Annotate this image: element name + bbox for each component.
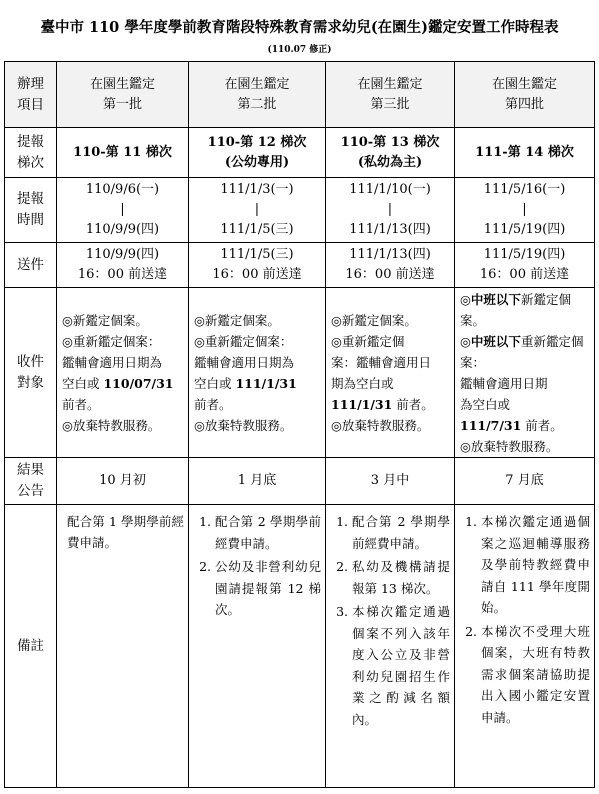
result-cell-3: 3 月中 <box>326 458 455 505</box>
remark-cell-4 <box>455 505 595 788</box>
row-label-target: 收件 對象 <box>5 288 57 458</box>
target-cell-4: ◎中班以下新鑑定個案。 ◎中班以下重新鑑定個案： 鑑輔會適用日期 為空白或 111/7/31 前者。 ◎放棄特教服務。 <box>455 288 595 458</box>
row-label-report: 提報 梯次 <box>5 128 57 178</box>
row-label-result: 結果 公告 <box>5 458 57 505</box>
result-cell-4: 7 月底 <box>455 458 595 505</box>
header-row <box>5 62 595 128</box>
time-cell-3: 111/1/10(一) | 111/1/13(四) <box>326 178 455 243</box>
revision-date: (110.07 修正) <box>267 45 332 55</box>
target-cell-2: ◎新鑑定個案。 ◎重新鑑定個案： 鑑輔會適用日期為 空白或 111/1/31 前者。 ◎放棄特教服務。 <box>189 288 326 458</box>
row-label-send: 送件 <box>5 243 57 288</box>
remark-item: 2. 公幼及非營利幼兒園請提報第 12 梯次。 <box>215 556 321 621</box>
remark-item: 3. 本梯次鑑定通過個案不列入該年度入公立及非營利幼兒園招生作業之酌減名額內。 <box>352 601 450 730</box>
remark-item: 1. 本梯次鑑定通過個案之巡迴輔導服務及學前特教經費申請自 111 學年度開始。 <box>481 511 590 619</box>
row-label-item: 辦理 項目 <box>5 62 57 128</box>
send-cell-2: 111/1/5(三) 16：00 前送達 <box>189 243 326 288</box>
batch-row <box>5 128 595 178</box>
page-title: 臺中市 110 學年度學前教育階段特殊教育需求幼兒(在園生)鑑定安置工作時程表 <box>40 19 559 36</box>
remark-cell-3 <box>326 505 455 788</box>
remark-item: 2. 本梯次不受理大班個案，大班有特教需求個案請協助提出入國小鑑定安置申請。 <box>481 621 590 729</box>
result-row <box>5 458 595 505</box>
column-header-3: 在園生鑑定 第三批 <box>326 62 455 128</box>
remark-row <box>5 505 595 788</box>
row-label-remark: 備註 <box>5 505 57 788</box>
time-row <box>5 178 595 243</box>
row-label-time: 提報 時間 <box>5 178 57 243</box>
time-cell-1: 110/9/6(一) | 110/9/9(四) <box>57 178 189 243</box>
send-cell-3: 111/1/13(四) 16：00 前送達 <box>326 243 455 288</box>
send-row <box>5 243 595 288</box>
column-header-4: 在園生鑑定 第四批 <box>455 62 595 128</box>
schedule-table <box>4 61 595 788</box>
result-cell-1: 10 月初 <box>57 458 189 505</box>
batch-cell-1: 110-第 11 梯次 <box>57 128 189 178</box>
batch-cell-4: 111-第 14 梯次 <box>455 128 595 178</box>
target-cell-1: ◎新鑑定個案。 ◎重新鑑定個案： 鑑輔會適用日期為 空白或 110/07/31 前者。 ◎放棄特教服務。 <box>57 288 189 458</box>
remark-cell-1: 配合第 1 學期學前經費申請。 <box>57 505 189 788</box>
target-row <box>5 288 595 458</box>
result-cell-2: 1 月底 <box>189 458 326 505</box>
remark-item: 2. 私幼及機構請提報第 13 梯次。 <box>352 556 450 599</box>
target-cell-3: ◎新鑑定個案。 ◎重新鑑定個 案：鑑輔會適用日 期為空白或 111/1/31 前者。 ◎放棄特教服務。 <box>326 288 455 458</box>
batch-cell-2: 110-第 12 梯次 (公幼專用) <box>189 128 326 178</box>
time-cell-2: 111/1/3(一) | 111/1/5(三) <box>189 178 326 243</box>
batch-cell-3: 110-第 13 梯次 (私幼為主) <box>326 128 455 178</box>
column-header-2: 在園生鑑定 第二批 <box>189 62 326 128</box>
send-cell-4: 111/5/19(四) 16：00 前送達 <box>455 243 595 288</box>
remark-cell-2 <box>189 505 326 788</box>
remark-item: 1. 配合第 2 學期學前經費申請。 <box>352 511 450 554</box>
time-cell-4: 111/5/16(一) | 111/5/19(四) <box>455 178 595 243</box>
remark-item: 1. 配合第 2 學期學前經費申請。 <box>215 511 321 554</box>
column-header-1: 在園生鑑定 第一批 <box>57 62 189 128</box>
send-cell-1: 110/9/9(四) 16：00 前送達 <box>57 243 189 288</box>
